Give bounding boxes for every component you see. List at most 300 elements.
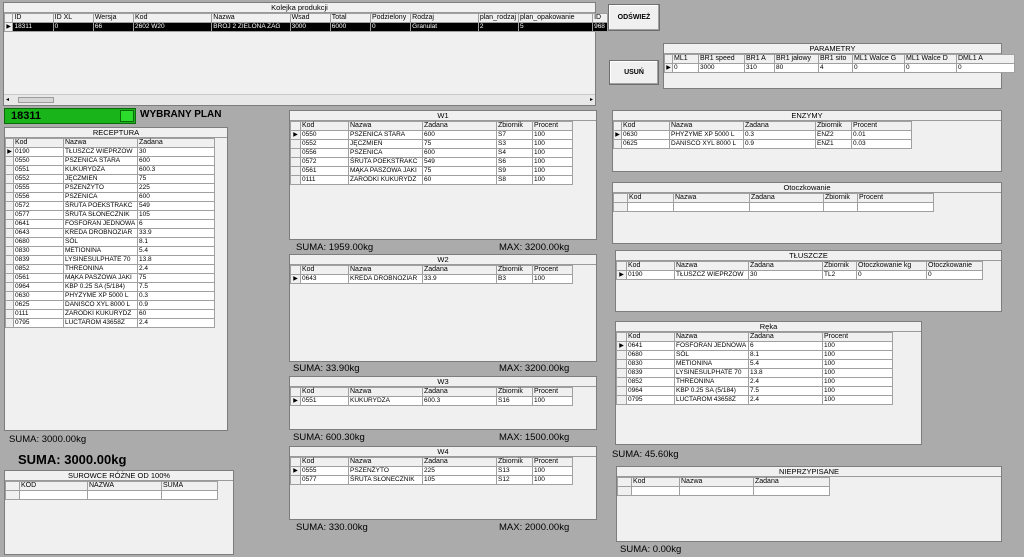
fats-table[interactable]	[616, 261, 983, 280]
cell[interactable]: ŚRUTA POEKSTRAKC	[349, 158, 423, 167]
cell[interactable]: 0830	[14, 247, 64, 256]
cell[interactable]: 0839	[627, 369, 675, 378]
cell[interactable]: 8.1	[138, 238, 215, 247]
tluszcze-column-header[interactable]: Otoczkowanie	[927, 262, 983, 271]
cell[interactable]: ZARODKI KUKURYDZ	[349, 176, 423, 185]
cell[interactable]	[20, 491, 88, 500]
cell[interactable]: PHYZYME XP 5000 L	[64, 292, 138, 301]
cell[interactable]: 100	[533, 149, 573, 158]
cell[interactable]: 0964	[627, 387, 675, 396]
cell[interactable]: 33.9	[138, 229, 215, 238]
cell[interactable]: FOSFORAN JEDNOWA	[64, 220, 138, 229]
w4-column-header[interactable]: Zadana	[423, 458, 497, 467]
cell[interactable]: 0551	[14, 166, 64, 175]
recipe-col-nazwa[interactable]: Nazwa	[64, 139, 138, 148]
table-row[interactable]	[6, 157, 215, 166]
cell[interactable]: 100	[533, 397, 573, 406]
cell[interactable]: 0	[905, 64, 957, 73]
param-col[interactable]: ML1 Walce G	[853, 55, 905, 64]
production-queue-table[interactable]	[4, 13, 608, 32]
queue-col-podzielony[interactable]: Podzielony	[370, 14, 410, 23]
reka-column-header[interactable]: Nazwa	[675, 333, 749, 342]
table-row[interactable]	[6, 265, 215, 274]
cell[interactable]: 0556	[301, 149, 349, 158]
cell[interactable]: 0839	[14, 256, 64, 265]
cell[interactable]: 225	[423, 467, 497, 476]
w3-column-header[interactable]: Nazwa	[349, 388, 423, 397]
cell[interactable]: 5.4	[138, 247, 215, 256]
cell[interactable]: 2	[478, 23, 518, 32]
w4-table[interactable]	[290, 457, 573, 485]
cell[interactable]: 7.5	[138, 283, 215, 292]
nieprzypisane-column-header[interactable]: Kod	[632, 478, 680, 487]
cell[interactable]: KBP 0.25 SA (5/184)	[675, 387, 749, 396]
cell[interactable]: PSZENICA STARA	[349, 131, 423, 140]
cell[interactable]: DANISCO XYL 8000 L	[64, 301, 138, 310]
cell[interactable]: PSZENŻYTO	[349, 467, 423, 476]
cell[interactable]: 100	[533, 167, 573, 176]
cell[interactable]: 2602 W20	[134, 23, 212, 32]
delete-button[interactable]: USUŃ	[609, 60, 659, 85]
cell[interactable]: 75	[138, 175, 215, 184]
cell[interactable]: 100	[823, 369, 893, 378]
cell[interactable]: S12	[497, 476, 533, 485]
nieprzypisane-column-header[interactable]: Zadana	[754, 478, 830, 487]
cell[interactable]: LYSINESULPHATE 70	[675, 369, 749, 378]
param-col[interactable]: ML1 Walce D	[905, 55, 957, 64]
cell[interactable]	[628, 203, 674, 212]
w2-column-header[interactable]: Procent	[533, 266, 573, 275]
w4-column-header[interactable]: Zbiornik	[497, 458, 533, 467]
cell[interactable]: 0556	[14, 193, 64, 202]
table-row[interactable]	[291, 131, 573, 140]
cell[interactable]	[680, 487, 754, 496]
cell[interactable]: 100	[533, 131, 573, 140]
cell[interactable]: 0	[673, 64, 699, 73]
table-row[interactable]	[6, 283, 215, 292]
cell[interactable]: 2.4	[749, 378, 823, 387]
w2-column-header[interactable]: Zbiornik	[497, 266, 533, 275]
cell[interactable]: KUKURYDZA	[349, 397, 423, 406]
cell[interactable]: 600.3	[423, 397, 497, 406]
cell[interactable]	[632, 487, 680, 496]
cell[interactable]: 0	[370, 23, 410, 32]
cell[interactable]: 0680	[627, 351, 675, 360]
cell[interactable]	[162, 491, 218, 500]
cell[interactable]	[754, 487, 830, 496]
w1-column-header[interactable]: Procent	[533, 122, 573, 131]
table-row[interactable]	[6, 274, 215, 283]
cell[interactable]: 0111	[14, 310, 64, 319]
recipe-table[interactable]	[5, 138, 215, 328]
cell[interactable]: JĘCZMIEŃ	[64, 175, 138, 184]
table-row[interactable]	[617, 378, 893, 387]
cell[interactable]: 0964	[14, 283, 64, 292]
cell[interactable]: 4	[819, 64, 853, 73]
cell[interactable]: ENZ1	[816, 140, 852, 149]
nieprzypisane-column-header[interactable]: Nazwa	[680, 478, 754, 487]
otoczkowanie-column-header[interactable]: Nazwa	[674, 194, 750, 203]
cell[interactable]: 105	[138, 211, 215, 220]
table-row[interactable]	[6, 319, 215, 328]
w2-column-header[interactable]: Nazwa	[349, 266, 423, 275]
cell[interactable]: S13	[497, 467, 533, 476]
raw-col-nazwa[interactable]: NAZWA	[88, 482, 162, 491]
w2-column-header[interactable]: Zadana	[423, 266, 497, 275]
param-col[interactable]: ML1	[673, 55, 699, 64]
cell[interactable]: 5	[519, 23, 593, 32]
cell[interactable]: TŁUSZCZ WIEPRZOW	[64, 148, 138, 157]
reka-column-header[interactable]: Zadana	[749, 333, 823, 342]
w1-column-header[interactable]: Zbiornik	[497, 122, 533, 131]
cell[interactable]: 0	[53, 23, 93, 32]
table-row[interactable]	[291, 176, 573, 185]
cell[interactable]: 0	[853, 64, 905, 73]
cell[interactable]: 600	[423, 149, 497, 158]
cell[interactable]: 105	[423, 476, 497, 485]
param-col[interactable]: DML1 A	[957, 55, 1015, 64]
cell[interactable]: 0641	[627, 342, 675, 351]
queue-col-id2[interactable]: ID	[593, 14, 608, 23]
cell[interactable]: 75	[423, 167, 497, 176]
cell[interactable]: 0795	[14, 319, 64, 328]
table-row[interactable]	[291, 275, 573, 284]
table-row[interactable]	[6, 310, 215, 319]
queue-col-nazwa[interactable]: Nazwa	[212, 14, 290, 23]
table-row[interactable]	[6, 193, 215, 202]
cell[interactable]: METIONINA	[675, 360, 749, 369]
param-col[interactable]: BR1 A	[745, 55, 775, 64]
cell[interactable]: 100	[823, 351, 893, 360]
otoczkowanie-column-header[interactable]: Zbiornik	[824, 194, 858, 203]
table-row[interactable]	[291, 397, 573, 406]
cell[interactable]: 0680	[14, 238, 64, 247]
cell[interactable]: 0.01	[852, 131, 912, 140]
cell[interactable]	[824, 203, 858, 212]
cell[interactable]	[674, 203, 750, 212]
cell[interactable]: 600.3	[138, 166, 215, 175]
cell[interactable]: PSZENŻYTO	[64, 184, 138, 193]
table-row[interactable]	[291, 476, 573, 485]
table-row[interactable]	[6, 220, 215, 229]
cell[interactable]	[88, 491, 162, 500]
cell[interactable]: 0852	[14, 265, 64, 274]
table-row[interactable]	[617, 387, 893, 396]
queue-col-id[interactable]: ID	[13, 14, 53, 23]
w2-column-header[interactable]: Kod	[301, 266, 349, 275]
enzymy-column-header[interactable]: Kod	[622, 122, 670, 131]
reka-column-header[interactable]: Procent	[823, 333, 893, 342]
cell[interactable]: 7.5	[749, 387, 823, 396]
table-row[interactable]	[617, 342, 893, 351]
cell[interactable]: LUCTAROM 43658Z	[64, 319, 138, 328]
cell[interactable]: 0	[857, 271, 927, 280]
table-row[interactable]	[618, 487, 830, 496]
w3-table[interactable]	[290, 387, 573, 406]
cell[interactable]: BROJ 2 ZIELONA ZAG	[212, 23, 290, 32]
param-col[interactable]: BR1 jałowy	[775, 55, 819, 64]
cell[interactable]: 0643	[14, 229, 64, 238]
table-row[interactable]	[614, 140, 912, 149]
cell[interactable]: 5.4	[749, 360, 823, 369]
w1-column-header[interactable]: Zadana	[423, 122, 497, 131]
queue-col-idxl[interactable]: ID XL	[53, 14, 93, 23]
cell[interactable]: 100	[823, 378, 893, 387]
tluszcze-column-header[interactable]: Zadana	[749, 262, 823, 271]
cell[interactable]: ENZ2	[816, 131, 852, 140]
cell[interactable]: 0625	[14, 301, 64, 310]
cell[interactable]: SÓL	[64, 238, 138, 247]
table-row[interactable]	[6, 301, 215, 310]
table-row[interactable]	[291, 158, 573, 167]
raw-col-suma[interactable]: SUMA	[162, 482, 218, 491]
table-row[interactable]	[6, 229, 215, 238]
cell[interactable]: ŚRUTA SŁONECZNIK	[64, 211, 138, 220]
cell[interactable]: S9	[497, 167, 533, 176]
w3-column-header[interactable]: Kod	[301, 388, 349, 397]
cell[interactable]: 0.3	[138, 292, 215, 301]
cell[interactable]: 100	[533, 158, 573, 167]
cell[interactable]: 66	[93, 23, 133, 32]
cell[interactable]: 2.4	[138, 265, 215, 274]
cell[interactable]: 3000	[699, 64, 745, 73]
cell[interactable]: 0550	[301, 131, 349, 140]
raw-materials-table[interactable]	[5, 481, 218, 500]
cell[interactable]: S8	[497, 176, 533, 185]
cell[interactable]: 100	[823, 342, 893, 351]
cell[interactable]: KREDA DROBNOZIAR	[349, 275, 423, 284]
cell[interactable]: TL2	[823, 271, 857, 280]
table-row[interactable]	[291, 149, 573, 158]
cell[interactable]: ZARODKI KUKURYDZ	[64, 310, 138, 319]
w4-column-header[interactable]: Procent	[533, 458, 573, 467]
enzymy-column-header[interactable]: Nazwa	[670, 122, 744, 131]
cell[interactable]: 0552	[301, 140, 349, 149]
cell[interactable]: 60	[138, 310, 215, 319]
table-row[interactable]	[6, 256, 215, 265]
cell[interactable]: S4	[497, 149, 533, 158]
cell[interactable]: 0190	[627, 271, 675, 280]
w3-column-header[interactable]: Zadana	[423, 388, 497, 397]
cell[interactable]: 0111	[301, 176, 349, 185]
cell[interactable]: 549	[138, 202, 215, 211]
cell[interactable]: JĘCZMIEŃ	[349, 140, 423, 149]
cell[interactable]: 0572	[301, 158, 349, 167]
table-row[interactable]	[6, 202, 215, 211]
cell[interactable]: B3	[497, 275, 533, 284]
cell[interactable]: 6	[749, 342, 823, 351]
cell[interactable]: 0795	[627, 396, 675, 405]
w1-table[interactable]	[290, 121, 573, 185]
cell[interactable]	[750, 203, 824, 212]
cell[interactable]: 100	[533, 467, 573, 476]
cell[interactable]: 80	[775, 64, 819, 73]
cell[interactable]: S6	[497, 158, 533, 167]
enzymes-table[interactable]	[613, 121, 912, 149]
cell[interactable]: 0577	[14, 211, 64, 220]
cell[interactable]: 0852	[627, 378, 675, 387]
cell[interactable]: 100	[533, 140, 573, 149]
cell[interactable]: 100	[533, 275, 573, 284]
table-row[interactable]	[6, 175, 215, 184]
cell[interactable]: 0625	[622, 140, 670, 149]
table-row[interactable]	[614, 203, 934, 212]
w4-column-header[interactable]: Kod	[301, 458, 349, 467]
cell[interactable]: 0643	[301, 275, 349, 284]
w3-column-header[interactable]: Procent	[533, 388, 573, 397]
w1-column-header[interactable]: Nazwa	[349, 122, 423, 131]
parameters-table[interactable]	[664, 54, 1015, 73]
cell[interactable]: ŚRUTA POEKSTRAKC	[64, 202, 138, 211]
cell[interactable]: KREDA DROBNOZIAR	[64, 229, 138, 238]
param-col[interactable]: BR1 sito	[819, 55, 853, 64]
otoczkowanie-column-header[interactable]: Zadana	[750, 194, 824, 203]
enzymy-column-header[interactable]: Zbiornik	[816, 122, 852, 131]
cell[interactable]: 6000	[330, 23, 370, 32]
cell[interactable]: PSZENICA	[64, 193, 138, 202]
cell[interactable]: 0552	[14, 175, 64, 184]
scroll-thumb[interactable]	[18, 97, 54, 103]
cell[interactable]: 2.4	[749, 396, 823, 405]
table-row[interactable]	[617, 351, 893, 360]
cell[interactable]: KBP 0.25 SA (5/184)	[64, 283, 138, 292]
cell[interactable]	[858, 203, 934, 212]
cell[interactable]: 0555	[14, 184, 64, 193]
table-row[interactable]	[6, 211, 215, 220]
param-col[interactable]: BR1 speed	[699, 55, 745, 64]
w1-column-header[interactable]: Kod	[301, 122, 349, 131]
cell[interactable]: 100	[533, 176, 573, 185]
cell[interactable]: 310	[745, 64, 775, 73]
scroll-left-icon[interactable]: ◂	[6, 97, 10, 103]
cell[interactable]: 0.03	[852, 140, 912, 149]
cell[interactable]: 60	[423, 176, 497, 185]
cell[interactable]: THREONINA	[64, 265, 138, 274]
table-row[interactable]	[291, 467, 573, 476]
cell[interactable]: 0	[927, 271, 983, 280]
cell[interactable]: 0577	[301, 476, 349, 485]
reka-column-header[interactable]: Kod	[627, 333, 675, 342]
coating-table[interactable]	[613, 193, 934, 212]
cell[interactable]: KUKURYDZA	[64, 166, 138, 175]
cell[interactable]: METIONINA	[64, 247, 138, 256]
cell[interactable]: 100	[823, 387, 893, 396]
cell[interactable]: 549	[423, 158, 497, 167]
table-row[interactable]	[6, 148, 215, 157]
cell[interactable]: LYSINESULPHATE 70	[64, 256, 138, 265]
cell[interactable]: 0.9	[138, 301, 215, 310]
recipe-col-zadana[interactable]: Zadana	[138, 139, 215, 148]
cell[interactable]: LUCTAROM 43658Z	[675, 396, 749, 405]
table-row[interactable]	[6, 292, 215, 301]
cell[interactable]: 600	[138, 193, 215, 202]
cell[interactable]: 3000	[290, 23, 330, 32]
cell[interactable]: 0190	[14, 148, 64, 157]
table-row[interactable]	[6, 247, 215, 256]
table-row[interactable]	[291, 167, 573, 176]
table-row[interactable]	[617, 369, 893, 378]
cell[interactable]: 0830	[627, 360, 675, 369]
w3-column-header[interactable]: Zbiornik	[497, 388, 533, 397]
tluszcze-column-header[interactable]: Zbiornik	[823, 262, 857, 271]
tluszcze-column-header[interactable]: Kod	[627, 262, 675, 271]
cell[interactable]: 13.8	[749, 369, 823, 378]
table-row[interactable]	[614, 131, 912, 140]
cell[interactable]: 100	[823, 396, 893, 405]
cell[interactable]: 6	[138, 220, 215, 229]
table-row[interactable]	[665, 64, 1015, 73]
cell[interactable]: S16	[497, 397, 533, 406]
cell[interactable]: 75	[423, 140, 497, 149]
table-row[interactable]	[617, 271, 983, 280]
cell[interactable]: S7	[497, 131, 533, 140]
queue-horizontal-scrollbar[interactable]	[4, 94, 595, 105]
cell[interactable]: 75	[138, 274, 215, 283]
cell[interactable]: 968	[593, 23, 608, 32]
enzymy-column-header[interactable]: Procent	[852, 122, 912, 131]
cell[interactable]: 0630	[622, 131, 670, 140]
cell[interactable]: 600	[423, 131, 497, 140]
otoczkowanie-column-header[interactable]: Kod	[628, 194, 674, 203]
cell[interactable]: PSZENICA STARA	[64, 157, 138, 166]
table-row[interactable]	[291, 140, 573, 149]
cell[interactable]: 2.4	[138, 319, 215, 328]
table-row[interactable]	[6, 184, 215, 193]
cell[interactable]: 0.9	[744, 140, 816, 149]
cell[interactable]: ŚRUTA SŁONECZNIK	[349, 476, 423, 485]
cell[interactable]: THREONINA	[675, 378, 749, 387]
queue-col-wsad[interactable]: Wsad	[290, 14, 330, 23]
cell[interactable]: 0561	[301, 167, 349, 176]
cell[interactable]: 0572	[14, 202, 64, 211]
cell[interactable]: 18311	[13, 23, 53, 32]
cell[interactable]: 100	[823, 360, 893, 369]
raw-col-kod[interactable]: KOD	[20, 482, 88, 491]
queue-col-rodzaj[interactable]: Rodzaj	[411, 14, 479, 23]
table-row[interactable]	[6, 491, 218, 500]
cell[interactable]: 0630	[14, 292, 64, 301]
cell[interactable]: 8.1	[749, 351, 823, 360]
table-row[interactable]	[6, 166, 215, 175]
hand-table[interactable]	[616, 332, 893, 405]
cell[interactable]: PHYZYME XP 5000 L	[670, 131, 744, 140]
cell[interactable]: 0555	[301, 467, 349, 476]
cell[interactable]: DANISCO XYL 8000 L	[670, 140, 744, 149]
cell[interactable]: 13.8	[138, 256, 215, 265]
queue-col-kod[interactable]: Kod	[134, 14, 212, 23]
cell[interactable]: 0551	[301, 397, 349, 406]
table-row[interactable]	[617, 360, 893, 369]
scroll-right-icon[interactable]: ▸	[589, 97, 593, 103]
cell[interactable]: 0.3	[744, 131, 816, 140]
cell[interactable]: S3	[497, 140, 533, 149]
cell[interactable]: FOSFORAN JEDNOWA	[675, 342, 749, 351]
cell[interactable]: 0561	[14, 274, 64, 283]
cell[interactable]: SÓL	[675, 351, 749, 360]
cell[interactable]: 0550	[14, 157, 64, 166]
table-row[interactable]	[5, 23, 608, 32]
enzymy-column-header[interactable]: Zadana	[744, 122, 816, 131]
otoczkowanie-column-header[interactable]: Procent	[858, 194, 934, 203]
queue-col-total[interactable]: Total	[330, 14, 370, 23]
cell[interactable]: 100	[533, 476, 573, 485]
table-row[interactable]	[617, 396, 893, 405]
cell[interactable]: MĄKA PASZOWA JAKI	[64, 274, 138, 283]
unassigned-table[interactable]	[617, 477, 830, 496]
cell[interactable]: PSZENICA	[349, 149, 423, 158]
cell[interactable]: 30	[138, 148, 215, 157]
cell[interactable]: MĄKA PASZOWA JAKI	[349, 167, 423, 176]
